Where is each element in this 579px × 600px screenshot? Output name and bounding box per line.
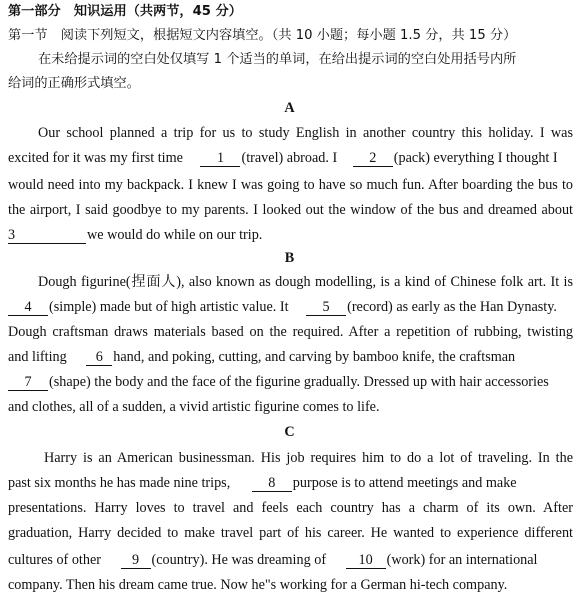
line-text: (shape) the body and the face of the figurine gradually. Dressed up with hair accessories (49, 374, 549, 390)
passage-c-line-1: Harry is an American businessman. His job requires him to do a lot of traveling. In the (44, 450, 573, 466)
blank-1: 1 (200, 151, 240, 167)
line-text: cultures of other (8, 552, 101, 568)
blank-5: 5 (306, 300, 346, 316)
line-text: and lifting (8, 349, 67, 365)
blank-7: 7 (8, 375, 48, 391)
blank-3: 3 (8, 228, 86, 244)
part-title: 第一部分 知识运用（共两节，45 分） (8, 4, 242, 19)
passage-b-label: B (284, 250, 295, 266)
passage-b-line-1: Dough figurine(捏面人), also known as dough modelling, is a kind of Chinese folk art. It is (38, 274, 573, 290)
passage-c-line-6: company. Then his dream came true. Now he"s working for a German hi-tech company. (8, 577, 508, 593)
passage-a-line-4: the airport, I said goodbye to my parents. I looked out the window of the bus and dreamed about (8, 202, 573, 218)
passage-b-line-2 (8, 298, 573, 316)
passage-c-line-5 (8, 551, 573, 569)
blank-10: 10 (346, 553, 386, 569)
blank-4: 4 (8, 300, 48, 316)
passage-c-line-4: graduation, Harry decided to make travel part of his career. He wanted to experience different (8, 525, 573, 541)
line-text: hand, and poking, cutting, and carving by bamboo knife, the craftsman (113, 349, 516, 365)
line-text: (travel) abroad. I (241, 150, 338, 166)
line-text: (record) as early as the Han Dynasty. (347, 299, 557, 315)
passage-b-line-4 (8, 348, 573, 366)
line-text: (country). He was dreaming of (151, 552, 327, 568)
line-text: (simple) made but of high artistic value. It (49, 299, 289, 315)
blank-9: 9 (121, 553, 151, 569)
line-text: past six months he has made nine trips, (8, 475, 231, 491)
line-text: (work) for an international (386, 552, 538, 568)
passage-a-line-2 (8, 149, 573, 167)
instruction-line-1: 在未给提示词的空白处仅填写 1 个适当的单词，在给出提示词的空白处用括号内所 (38, 52, 517, 67)
passage-a-line-5 (8, 226, 573, 244)
passage-c-label: C (284, 424, 295, 440)
passage-a-label: A (284, 100, 295, 116)
blank-2: 2 (353, 151, 393, 167)
line-text: (pack) everything I thought I (393, 150, 558, 166)
section-title: 第一节 阅读下列短文，根据短文内容填空。（共 10 小题；每小题 1.5 分，共 15 分） (8, 28, 517, 43)
passage-b-line-3: Dough craftsman draws materials based on the required. After a repetition of rubbing, twisting (8, 324, 573, 340)
passage-c-line-3: presentations. Harry loves to travel and feels each country has a charm of its own. After (8, 500, 573, 516)
passage-b-line-6: and clothes, all of a sudden, a vivid artistic figurine comes to life. (8, 399, 380, 415)
line-text: excited for it was my first time (8, 150, 183, 166)
blank-6: 6 (86, 350, 112, 366)
passage-a-line-3: would need into my backpack. I knew I was going to have so much fun. After boarding the bus to (8, 177, 573, 193)
line-text: we would do while on our trip. (87, 227, 263, 243)
instruction-line-2: 给词的正确形式填空。 (8, 76, 140, 91)
passage-c-line-2 (8, 474, 573, 492)
line-text: purpose is to attend meetings and make (292, 475, 517, 491)
passage-a-line-1: Our school planned a trip for us to study English in another country this holiday. I was (38, 125, 573, 141)
blank-8: 8 (252, 476, 292, 492)
passage-b-line-5 (8, 373, 573, 391)
